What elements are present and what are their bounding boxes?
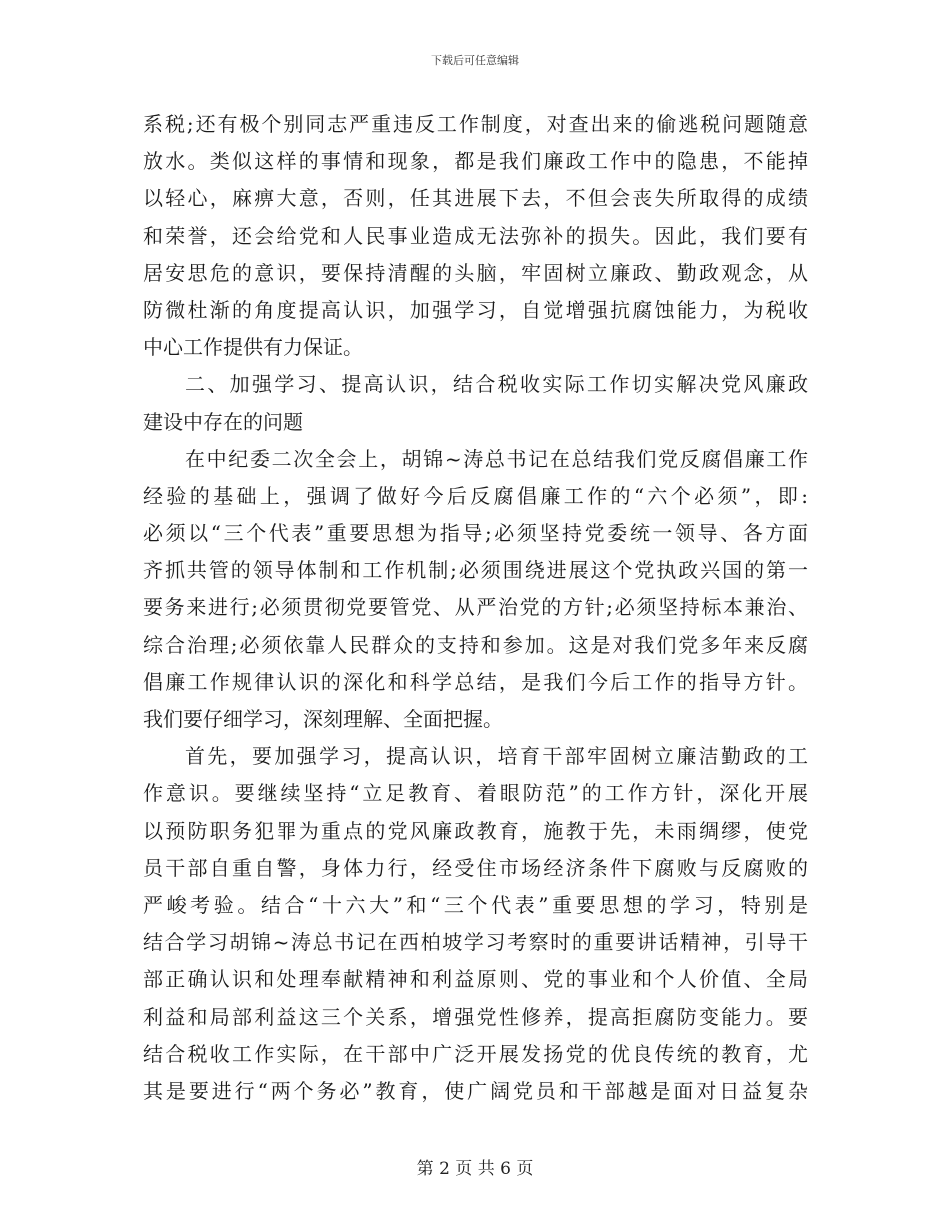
text-line: 建设中存在的问题 (143, 409, 303, 434)
text-line: 居安思危的意识，要保持清醒的头脑，牢固树立廉政、勤政观念，从 (143, 260, 808, 285)
text-line: 以轻心，麻痹大意，否则，任其进展下去，不但会丧失所取得的成绩 (143, 186, 808, 211)
text-line: 齐抓共管的领导体制和工作机制;必须围绕进展这个党执政兴国的第一 (143, 558, 808, 583)
page-footer: 第 2 页 共 6 页 (416, 1159, 534, 1179)
text-line: 放水。类似这样的事情和现象，都是我们廉政工作中的隐患，不能掉 (143, 149, 808, 174)
page-header: 下载后可任意编辑 (431, 54, 519, 67)
text-line: 我们要仔细学习，深刻理解、全面把握。 (143, 707, 503, 731)
text-line: 必须以“三个代表”重要思想为指导;必须坚持党委统一领导、各方面 (143, 521, 808, 546)
text-line: 作意识。要继续坚持“立足教育、着眼防范”的工作方针，深化开展 (143, 781, 808, 806)
text-line: 结合学习胡锦~涛总书记在西柏坡学习考察时的重要讲话精神，引导干 (143, 930, 808, 955)
text-line: 中心工作提供有力保证。 (143, 335, 363, 360)
text-line: 部正确认识和处理奉献精神和利益原则、党的事业和个人价值、全局 (143, 967, 808, 992)
text-line: 结合税收工作实际，在干部中广泛开展发扬党的优良传统的教育，尤 (143, 1041, 808, 1066)
text-line: 要务来进行;必须贯彻党要管党、从严治党的方针;必须坚持标本兼治、 (143, 595, 808, 620)
text-line: 在中纪委二次全会上，胡锦~涛总书记在总结我们党反腐倡廉工作 (185, 446, 808, 471)
text-line: 经验的基础上，强调了做好今后反腐倡廉工作的“六个必须”，即: (143, 483, 808, 508)
text-line: 二、加强学习、提高认识，结合税收实际工作切实解决党风廉政 (185, 372, 808, 397)
text-line: 防微杜渐的角度提高认识，加强学习，自觉增强抗腐蚀能力，为税收 (143, 297, 808, 322)
text-line: 倡廉工作规律认识的深化和科学总结，是我们今后工作的指导方针。 (143, 669, 808, 694)
text-line: 综合治理;必须依靠人民群众的支持和参加。这是对我们党多年来反腐 (143, 632, 808, 657)
document-body (143, 106, 808, 1110)
text-line: 严峻考验。结合“十六大”和“三个代表”重要思想的学习，特别是 (143, 892, 808, 917)
text-line: 员干部自重自警，身体力行，经受住市场经济条件下腐败与反腐败的 (143, 855, 808, 880)
text-line: 系税;还有极个别同志严重违反工作制度，对查出来的偷逃税问题随意 (143, 112, 808, 136)
text-line: 利益和局部利益这三个关系，增强党性修养，提高拒腐防变能力。要 (143, 1004, 808, 1029)
text-line: 和荣誉，还会给党和人民事业造成无法弥补的损失。因此，我们要有 (143, 223, 808, 248)
text-line: 其是要进行“两个务必”教育，使广阔党员和干部越是面对日益复杂 (143, 1078, 808, 1103)
text-line: 以预防职务犯罪为重点的党风廉政教育，施教于先，未雨绸缪，使党 (143, 818, 808, 843)
text-line: 首先，要加强学习，提高认识，培育干部牢固树立廉洁勤政的工 (185, 744, 808, 769)
